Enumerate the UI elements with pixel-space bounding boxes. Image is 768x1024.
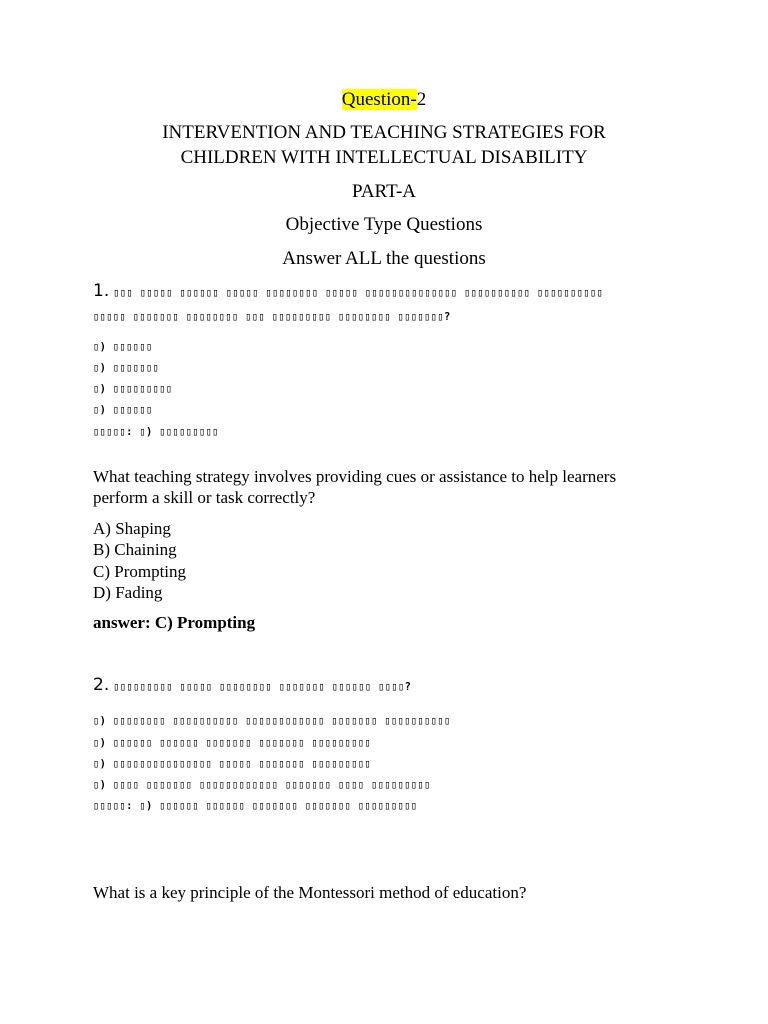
section-label: Objective Type Questions [285, 214, 483, 235]
q2-tamil-answer: ▯▯▯▯▯: ▯) ▯▯▯▯▯▯ ▯▯▯▯▯▯ ▯▯▯▯▯▯▯ ▯▯▯▯▯▯▯ ▯▯▯▯▯▯▯▯▯ [93, 800, 418, 812]
q2-tamil-option-d: ▯) ▯▯▯▯ ▯▯▯▯▯▯▯ ▯▯▯▯▯▯▯▯▯▯▯▯ ▯▯▯▯▯▯▯ ▯▯▯▯ ▯▯▯▯▯▯▯▯▯ [93, 779, 431, 791]
part-label: PART-A [352, 181, 416, 202]
question-heading [0, 88, 768, 112]
q2-tamil-text-1: ▯▯▯▯▯▯▯▯▯ ▯▯▯▯▯ ▯▯▯▯▯▯▯▯ ▯▯▯▯▯▯▯ ▯▯▯▯▯▯ ▯▯▯▯? [113, 681, 412, 693]
q1-option-b: B) Chaining [93, 540, 177, 559]
q1-tamil-answer: ▯▯▯▯▯: ▯) ▯▯▯▯▯▯▯▯▯ [93, 426, 219, 438]
q1-answer: answer: C) Prompting [93, 613, 256, 632]
question-number: 2 [416, 89, 427, 110]
title-line-1: INTERVENTION AND TEACHING STRATEGIES FOR [162, 122, 606, 143]
q1-tamil-option-d: ▯) ▯▯▯▯▯▯ [93, 404, 153, 416]
q1-tamil-option-c: ▯) ▯▯▯▯▯▯▯▯▯ [93, 383, 173, 395]
q2-tamil-question-line-1 [93, 675, 411, 697]
q2-english-question: What is a key principle of the Montessori method of education? [93, 883, 527, 902]
q2-tamil-option-c: ▯) ▯▯▯▯▯▯▯▯▯▯▯▯▯▯▯ ▯▯▯▯▯ ▯▯▯▯▯▯▯ ▯▯▯▯▯▯▯▯▯ [93, 758, 372, 770]
title-line-2: CHILDREN WITH INTELLECTUAL DISABILITY [180, 147, 588, 168]
q1-english-question: What teaching strategy involves providing cues or assistance to help learners perform a skill or task correctly? [93, 467, 617, 507]
q2-tamil-option-a: ▯) ▯▯▯▯▯▯▯▯ ▯▯▯▯▯▯▯▯▯▯ ▯▯▯▯▯▯▯▯▯▯▯▯ ▯▯▯▯▯▯▯ ▯▯▯▯▯▯▯▯▯▯ [93, 715, 451, 727]
q1-tamil-question-line-1 [93, 281, 603, 303]
q2-number: 2. [93, 675, 110, 695]
q1-number: 1. [93, 281, 110, 301]
q1-tamil-option-b: ▯) ▯▯▯▯▯▯▯ [93, 362, 160, 374]
instruction-label: Answer ALL the questions [282, 248, 486, 269]
q1-option-d: D) Fading [93, 583, 163, 602]
q1-tamil-question-line-2: ▯▯▯▯▯ ▯▯▯▯▯▯▯ ▯▯▯▯▯▯▯▯ ▯▯▯ ▯▯▯▯▯▯▯▯▯ ▯▯▯▯▯▯▯▯ ▯▯▯▯▯▯▯? [93, 311, 451, 323]
question-label: Question- [341, 89, 417, 110]
q1-option-a: A) Shaping [93, 519, 171, 538]
q1-option-c: C) Prompting [93, 562, 187, 581]
q2-tamil-option-b: ▯) ▯▯▯▯▯▯ ▯▯▯▯▯▯ ▯▯▯▯▯▯▯ ▯▯▯▯▯▯▯ ▯▯▯▯▯▯▯▯▯ [93, 737, 372, 749]
q1-tamil-text-1: ▯▯▯ ▯▯▯▯▯ ▯▯▯▯▯▯ ▯▯▯▯▯ ▯▯▯▯▯▯▯▯ ▯▯▯▯▯ ▯▯▯▯▯▯▯▯▯▯▯▯▯▯ ▯▯▯▯▯▯▯▯▯▯ ▯▯▯▯▯▯▯▯▯▯ [113, 287, 604, 299]
q1-tamil-option-a: ▯) ▯▯▯▯▯▯ [93, 341, 153, 353]
